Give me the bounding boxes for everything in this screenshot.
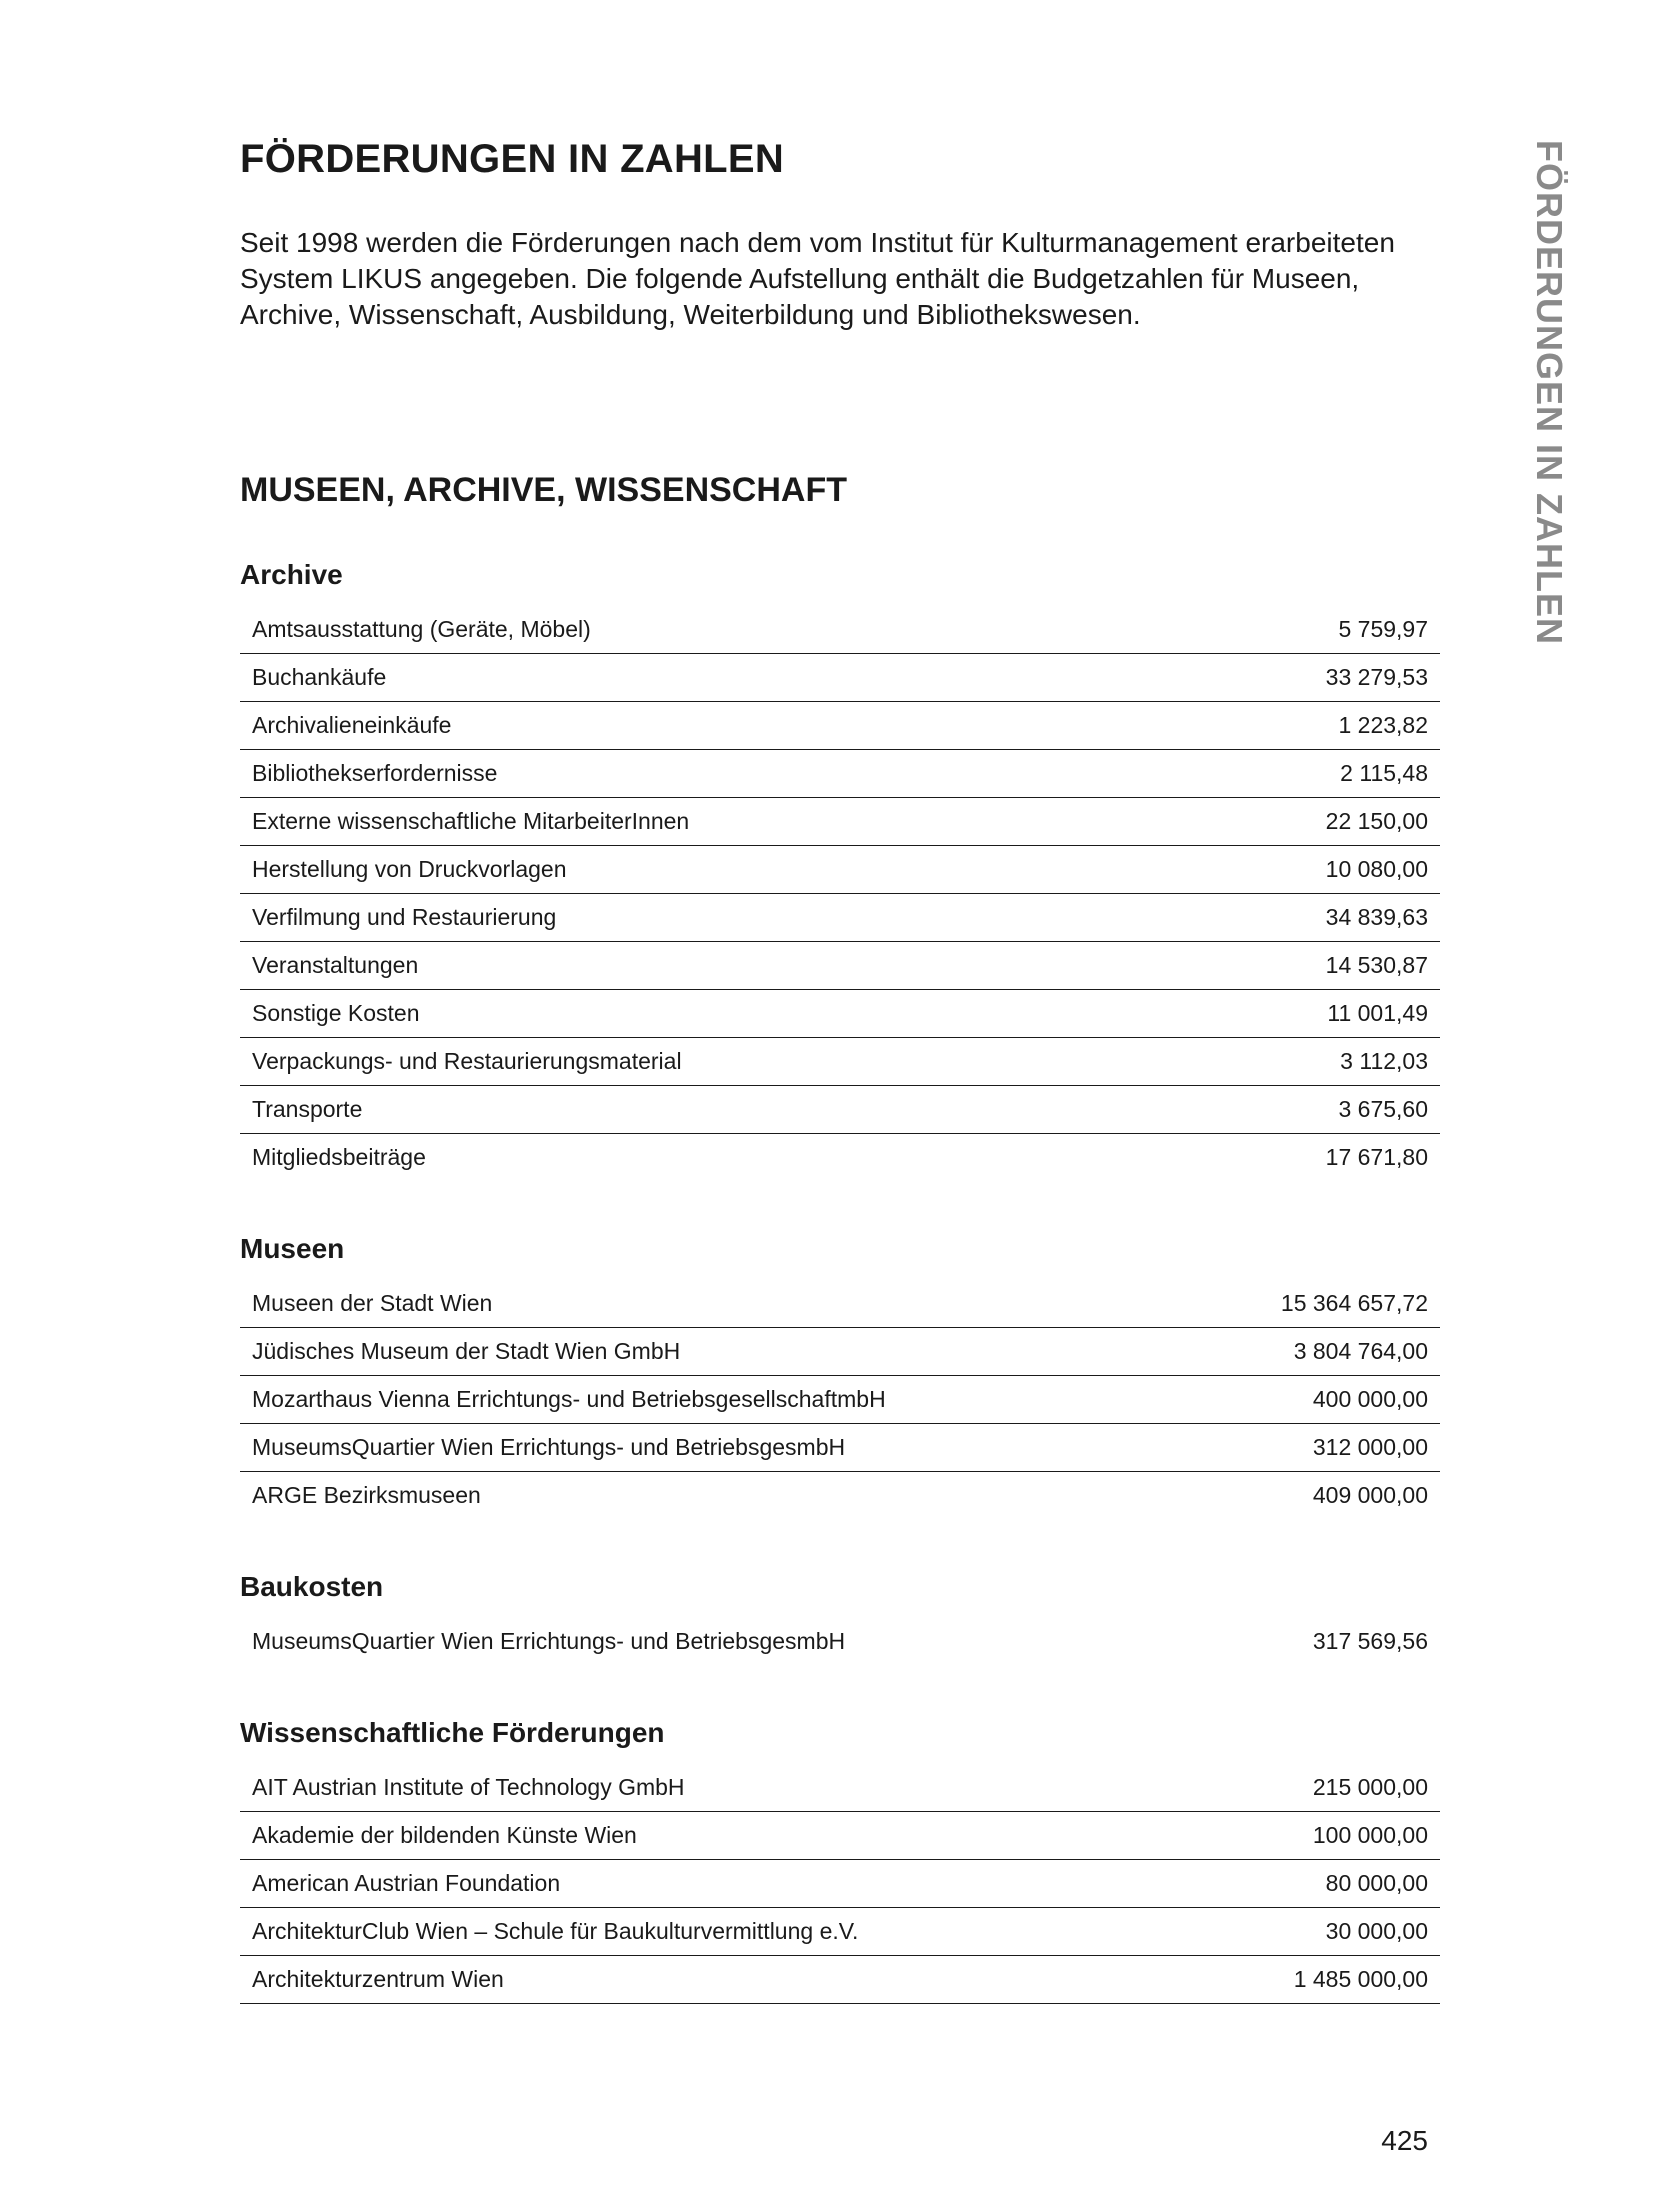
row-amount: 5 759,97 — [1338, 616, 1428, 642]
section-title: MUSEEN, ARCHIVE, WISSENSCHAFT — [240, 471, 848, 509]
group-wissenschaftliche-foerderungen — [240, 1715, 1440, 2004]
row-label: MuseumsQuartier Wien Errichtungs- und BetriebsgesmbH — [252, 1434, 846, 1460]
table-row — [240, 893, 1440, 941]
table-row — [240, 1133, 1440, 1181]
row-label: Verpackungs- und Restaurierungsmaterial — [252, 1048, 682, 1074]
row-amount: 11 001,49 — [1327, 1000, 1428, 1026]
row-label: Archivalieneinkäufe — [252, 712, 452, 738]
side-running-title: FÖRDERUNGEN IN ZAHLEN — [1529, 140, 1570, 645]
row-amount: 400 000,00 — [1312, 1386, 1428, 1412]
row-amount: 3 112,03 — [1340, 1048, 1428, 1074]
table — [240, 1764, 1440, 2004]
table-row — [240, 701, 1440, 749]
table — [240, 1618, 1440, 1665]
table-row — [240, 1327, 1440, 1375]
table-row — [240, 989, 1440, 1037]
row-amount: 317 569,56 — [1312, 1628, 1428, 1654]
row-amount: 100 000,00 — [1312, 1822, 1428, 1848]
table-row — [240, 1471, 1440, 1519]
row-amount: 2 115,48 — [1340, 760, 1428, 786]
table-row — [240, 1085, 1440, 1133]
row-label: Verfilmung und Restaurierung — [252, 904, 557, 930]
group-title: Archive — [240, 559, 343, 590]
table-row — [240, 941, 1440, 989]
intro-paragraph: Seit 1998 werden die Förderungen nach dem vom Institut für Kulturmanagement erarbeiteten System LIKUS angegeben. Die folgende Aufstellung enthält die Budgetzahlen für Museen, Archive, Wissenschaft, Ausbildung, Weiterbildung und Bibliothekswesen. — [240, 227, 1395, 330]
row-amount: 80 000,00 — [1325, 1870, 1428, 1896]
row-label: Akademie der bildenden Künste Wien — [252, 1822, 637, 1848]
group-baukosten — [240, 1569, 1440, 1665]
row-label: Buchankäufe — [252, 664, 387, 690]
row-label: Herstellung von Druckvorlagen — [252, 856, 567, 882]
row-label: ARGE Bezirksmuseen — [252, 1482, 481, 1508]
row-amount: 409 000,00 — [1312, 1482, 1428, 1508]
row-amount: 22 150,00 — [1325, 808, 1428, 834]
table-row — [240, 1423, 1440, 1471]
row-label: Externe wissenschaftliche MitarbeiterInnen — [252, 808, 690, 834]
main-content — [240, 470, 1440, 2054]
group-title: Baukosten — [240, 1571, 384, 1602]
row-label: Transporte — [252, 1096, 363, 1122]
group-title: Museen — [240, 1233, 345, 1264]
row-amount: 15 364 657,72 — [1280, 1290, 1428, 1316]
page-number: 425 — [1381, 2125, 1428, 2156]
row-label: Jüdisches Museum der Stadt Wien GmbH — [252, 1338, 681, 1364]
table-row — [240, 1907, 1440, 1955]
row-label: Veranstaltungen — [252, 952, 419, 978]
table — [240, 606, 1440, 1181]
row-label: American Austrian Foundation — [252, 1870, 561, 1896]
table-row — [240, 1859, 1440, 1907]
table-row — [240, 653, 1440, 701]
row-amount: 1 223,82 — [1338, 712, 1428, 738]
row-amount: 3 804 764,00 — [1293, 1338, 1428, 1364]
row-amount: 30 000,00 — [1325, 1918, 1428, 1944]
group-archive — [240, 557, 1440, 1181]
table-row — [240, 845, 1440, 893]
table-row — [240, 1764, 1440, 1811]
row-amount: 1 485 000,00 — [1293, 1966, 1428, 1992]
group-museen — [240, 1231, 1440, 1519]
page-title: FÖRDERUNGEN IN ZAHLEN — [240, 137, 785, 181]
table-row — [240, 1037, 1440, 1085]
table-row — [240, 797, 1440, 845]
row-label: Mozarthaus Vienna Errichtungs- und BetriebsgesellschaftmbH — [252, 1386, 886, 1412]
row-amount: 34 839,63 — [1325, 904, 1428, 930]
row-label: AIT Austrian Institute of Technology GmbH — [252, 1774, 685, 1800]
row-amount: 14 530,87 — [1325, 952, 1428, 978]
row-amount: 3 675,60 — [1338, 1096, 1428, 1122]
row-label: Amtsausstattung (Geräte, Möbel) — [252, 616, 591, 642]
row-label: MuseumsQuartier Wien Errichtungs- und BetriebsgesmbH — [252, 1628, 846, 1654]
row-label: ArchitekturClub Wien – Schule für Baukulturvermittlung e.V. — [252, 1918, 859, 1944]
row-amount: 215 000,00 — [1312, 1774, 1428, 1800]
row-label: Sonstige Kosten — [252, 1000, 420, 1026]
row-amount: 10 080,00 — [1325, 856, 1428, 882]
table — [240, 1280, 1440, 1519]
table-row — [240, 1618, 1440, 1665]
table-row — [240, 1375, 1440, 1423]
table-row — [240, 749, 1440, 797]
table-row — [240, 606, 1440, 653]
table-row — [240, 1811, 1440, 1859]
row-amount: 33 279,53 — [1325, 664, 1428, 690]
row-amount: 17 671,80 — [1325, 1144, 1428, 1170]
row-label: Museen der Stadt Wien — [252, 1290, 493, 1316]
group-title: Wissenschaftliche Förderungen — [240, 1717, 665, 1748]
row-label: Mitgliedsbeiträge — [252, 1144, 426, 1170]
table-row — [240, 1280, 1440, 1327]
table-row — [240, 1955, 1440, 2003]
row-label: Architekturzentrum Wien — [252, 1966, 504, 1992]
row-label: Bibliothekserfordernisse — [252, 760, 498, 786]
row-amount: 312 000,00 — [1312, 1434, 1428, 1460]
